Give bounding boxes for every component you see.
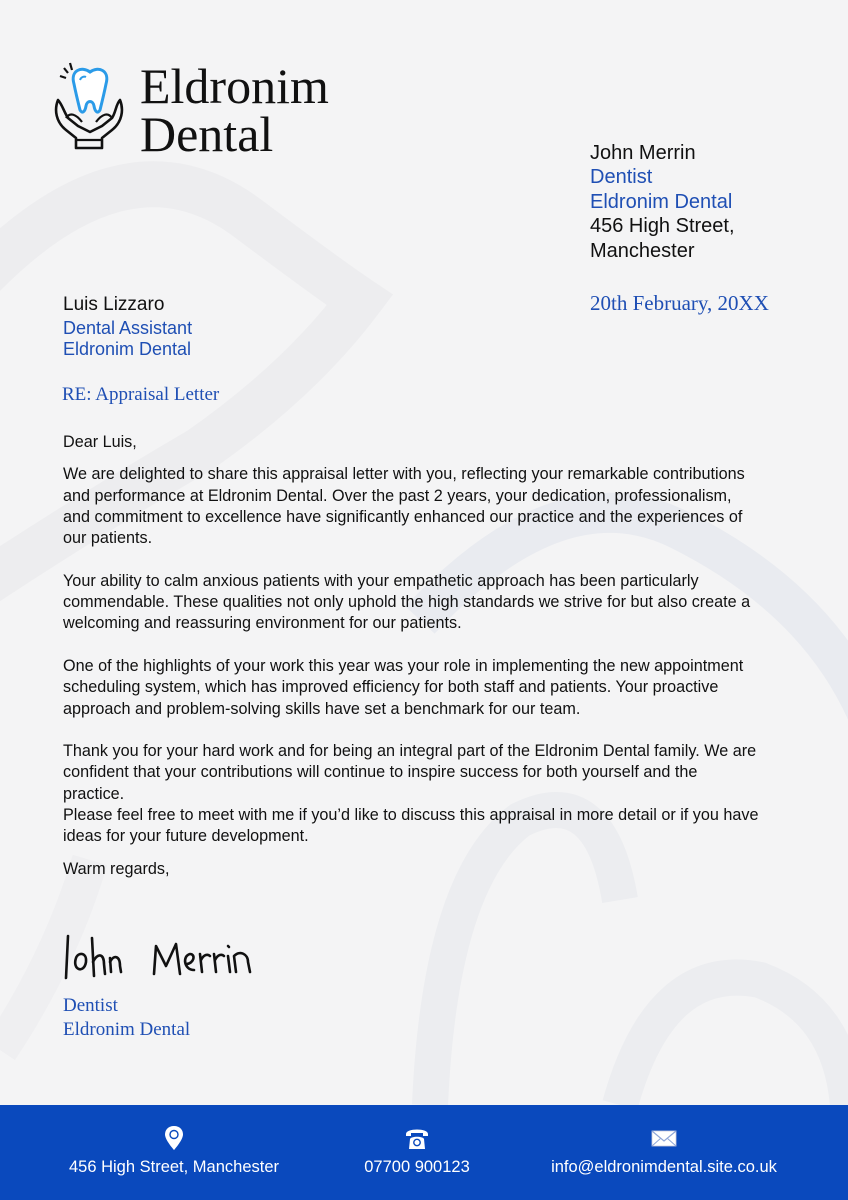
handwritten-signature	[62, 928, 262, 989]
body-paragraph: One of the highlights of your work this year was your role in implementing the new appointment scheduling system, which has improved efficiency for both staff and patients. Your proactive approach and problem-solving skills have set a benchmark for our team.	[63, 656, 744, 718]
signature-image	[62, 928, 262, 984]
footer-email-text[interactable]: info@eldronimdental.site.co.uk	[551, 1158, 777, 1176]
letter-subject: RE: Appraisal Letter	[62, 384, 220, 405]
signature-title: Dentist	[63, 995, 118, 1016]
recipient-company: Eldronim Dental	[63, 339, 192, 359]
contact-footer	[0, 1105, 848, 1200]
brand-name	[140, 58, 329, 162]
sender-name: John Merrin	[590, 142, 696, 164]
brand-logo	[52, 58, 329, 162]
brand-name-line1: Eldronim	[140, 58, 329, 114]
signature-role	[63, 994, 190, 1042]
recipient-name: Luis Lizzaro	[63, 294, 165, 315]
letter-date: 20th February, 20XX	[590, 291, 769, 315]
recipient-block	[63, 294, 192, 360]
sender-company: Eldronim Dental	[590, 190, 733, 213]
body-paragraph: Please feel free to meet with me if you’d like to discuss this appraisal in more detail or if you have ideas for your future development.	[63, 806, 759, 846]
recipient-title: Dental Assistant	[63, 318, 193, 338]
signature-company: Eldronim Dental	[63, 1019, 191, 1040]
location-pin-icon	[161, 1125, 187, 1151]
letter-body	[63, 432, 763, 880]
body-paragraph: We are delighted to share this appraisal letter with you, reflecting your remarkable contributions and performance at Eldronim Dental. Over the past 2 years, your dedication, professionalism, and commitment to excellence have significantly enhanced our practice and the experiences of our patients.	[63, 465, 745, 548]
sender-block	[590, 141, 735, 263]
brand-name-line2: Dental	[140, 106, 274, 162]
sender-address-line1: 456 High Street,	[590, 215, 735, 238]
footer-phone-text[interactable]: 07700 900123	[364, 1158, 470, 1176]
envelope-icon	[651, 1125, 677, 1151]
salutation: Dear Luis,	[63, 433, 137, 451]
closing: Warm regards,	[63, 859, 170, 878]
footer-address-text: 456 High Street, Manchester	[68, 1158, 280, 1176]
tooth-in-hands-icon	[52, 60, 128, 152]
body-paragraph: Thank you for your hard work and for being an integral part of the Eldronim Dental family. We are confident that your contributions will continue to inspire success for both yourself and the practice.	[63, 742, 757, 803]
telephone-icon	[404, 1125, 430, 1151]
body-paragraph: Your ability to calm anxious patients with your empathetic approach has been particularly commendable. These qualities not only uphold the high standards we strive for but also create a welcoming and reassuring environment for our patients.	[63, 571, 751, 633]
sender-address-line2: Manchester	[590, 239, 695, 262]
sender-title: Dentist	[590, 166, 653, 189]
